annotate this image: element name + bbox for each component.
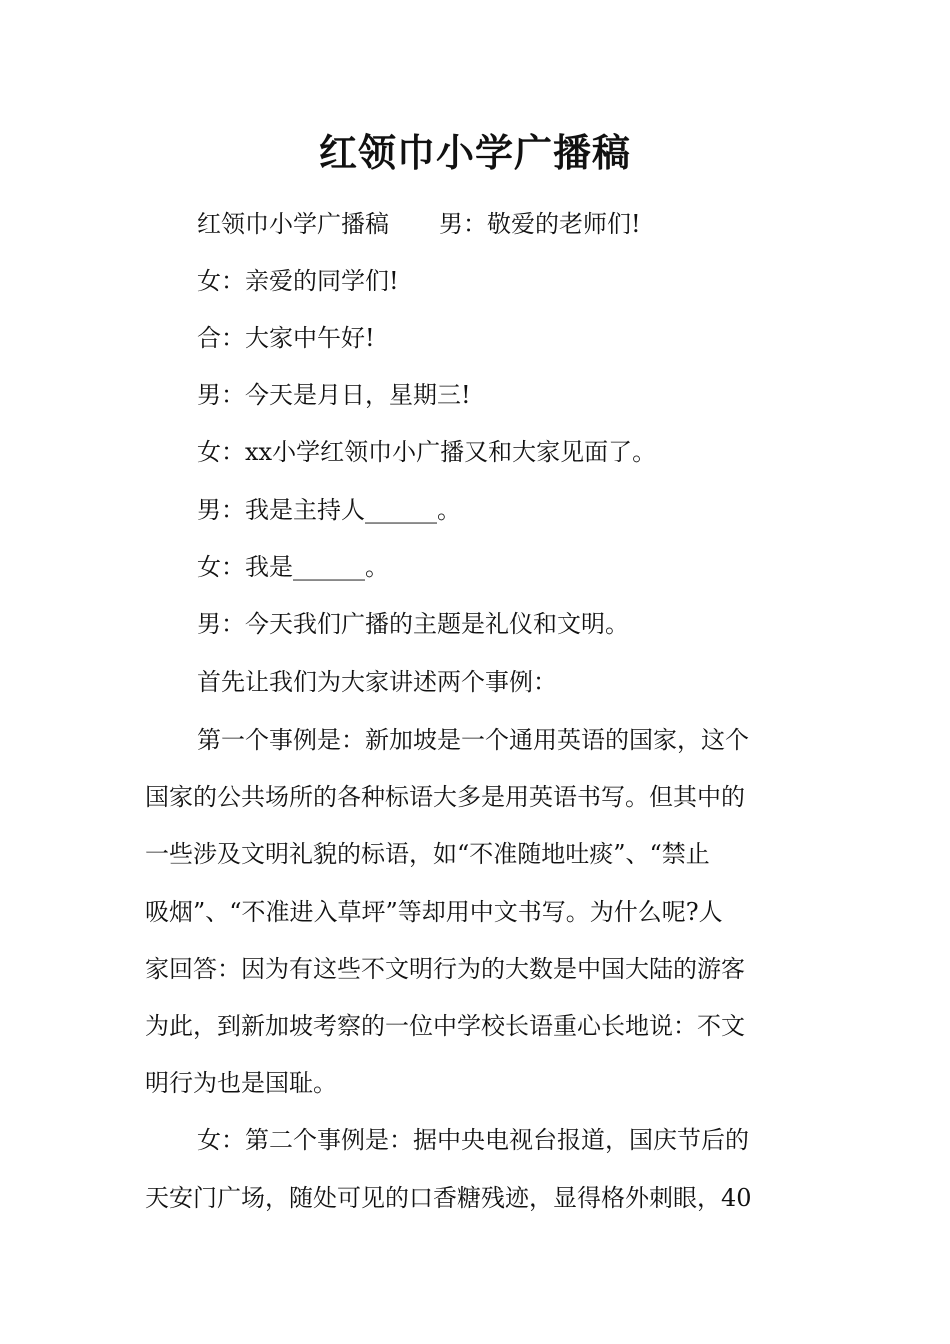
text-line: 首先让我们为大家讲述两个事例： xyxy=(197,668,557,696)
document-title: 红领巾小学广播稿 xyxy=(318,130,631,175)
text-line xyxy=(197,208,810,240)
text-line: 男：我是主持人______。 xyxy=(197,496,461,524)
text-line: 男：今天我们广播的主题是礼仪和文明。 xyxy=(197,610,629,638)
text-line: 为此，到新加坡考察的一位中学校长语重心长地说：不文 xyxy=(145,1012,745,1040)
text-line: 明行为也是国耻。 xyxy=(145,1069,337,1097)
text-line: 家回答：因为有这些不文明行为的大数是中国大陆的游客 xyxy=(145,955,745,983)
text-line: 合：大家中午好! xyxy=(197,324,375,352)
text-line: 女：xx小学红领巾小广播又和大家见面了。 xyxy=(197,438,657,466)
text-line: 吸烟”、“不准进入草坪”等却用中文书写。为什么呢?人 xyxy=(145,898,723,926)
text-line: 男：今天是月日，星期三! xyxy=(197,381,471,409)
text-line-part: 男：敬爱的老师们! xyxy=(439,210,641,238)
text-line: 一些涉及文明礼貌的标语，如“不准随地吐痰”、“禁止 xyxy=(145,840,710,868)
text-line: 女：我是______。 xyxy=(197,553,389,581)
text-line-part: 红领巾小学广播稿 xyxy=(197,210,389,238)
text-line: 第一个事例是：新加坡是一个通用英语的国家，这个 xyxy=(197,726,749,754)
text-line: 女：第二个事例是：据中央电视台报道，国庆节后的 xyxy=(197,1126,749,1154)
text-line: 国家的公共场所的各种标语大多是用英语书写。但其中的 xyxy=(145,783,745,811)
text-line: 天安门广场，随处可见的口香糖残迹，显得格外刺眼，40 xyxy=(145,1184,752,1212)
text-line: 女：亲爱的同学们! xyxy=(197,267,399,295)
